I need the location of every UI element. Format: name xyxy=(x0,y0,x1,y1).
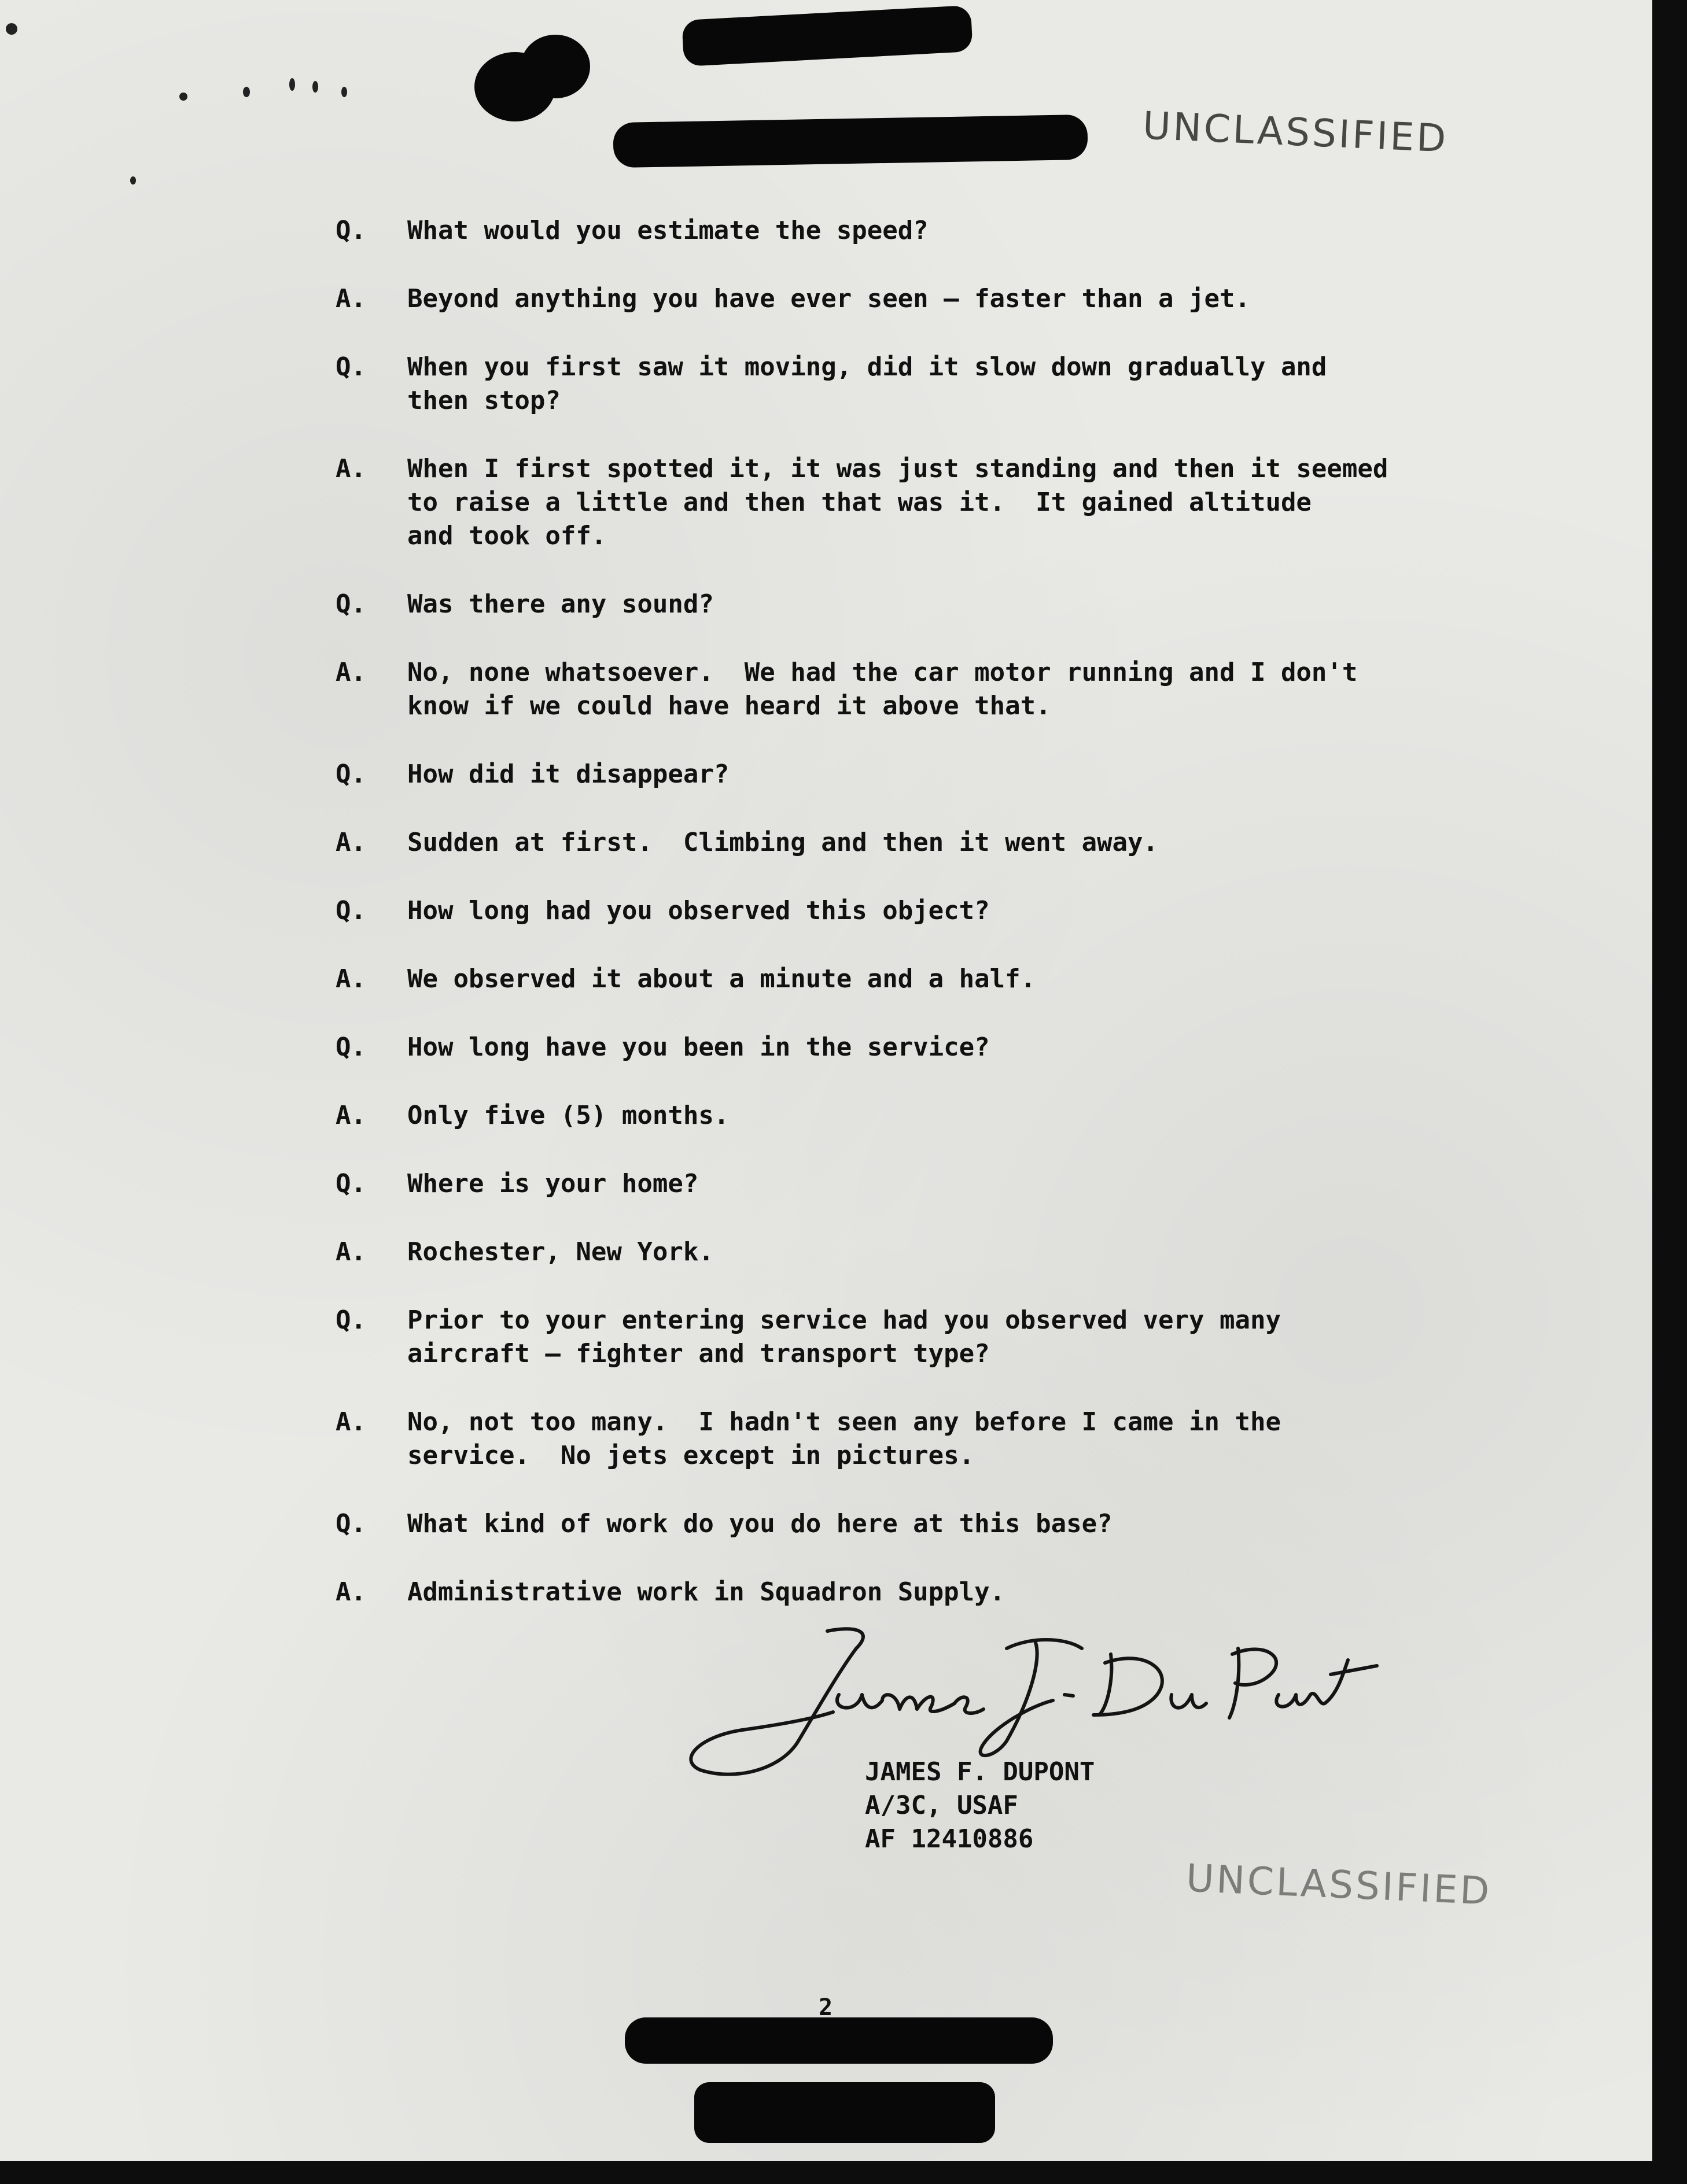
entry-text: Was there any sound? xyxy=(407,589,714,619)
speaker-label: Q. xyxy=(336,352,366,382)
speaker-label: Q. xyxy=(336,589,366,619)
entry-text: No, none whatsoever. We had the car motor running and I don't know if we could have heard it above that. xyxy=(407,658,1358,721)
redaction-bar xyxy=(613,115,1088,168)
speaker-label: A. xyxy=(336,658,366,687)
entry-text: When you first saw it moving, did it slow down gradually and then stop? xyxy=(407,352,1327,415)
speaker-label: Q. xyxy=(336,216,366,245)
entry-text: We observed it about a minute and a half. xyxy=(407,964,1036,994)
transcript-entry xyxy=(336,1235,1568,1269)
page-number: 2 xyxy=(819,1994,833,2021)
entry-text: No, not too many. I hadn't seen any before I came in the service. No jets except in pictures. xyxy=(407,1407,1281,1470)
transcript-entry xyxy=(336,758,1568,791)
speaker-label: A. xyxy=(336,454,366,484)
classification-stamp: UNCLASSIFIED xyxy=(1141,103,1449,161)
speaker-label: Q. xyxy=(336,1169,366,1198)
scan-speck xyxy=(341,87,347,97)
speaker-label: A. xyxy=(336,284,366,313)
entry-text: Where is your home? xyxy=(407,1169,699,1198)
transcript-entry xyxy=(336,1099,1568,1132)
speaker-label: A. xyxy=(336,1407,366,1437)
entry-text: How long had you observed this object? xyxy=(407,896,990,925)
transcript-entry xyxy=(336,1576,1568,1609)
transcript-entry xyxy=(336,826,1568,859)
classification-stamp: UNCLASSIFIED xyxy=(1185,1855,1493,1914)
transcript-entry xyxy=(336,1031,1568,1064)
transcript-entry xyxy=(336,282,1568,316)
signer-service-number: AF 12410886 xyxy=(865,1824,1034,1854)
transcript-entry xyxy=(336,656,1568,723)
entry-text: How long have you been in the service? xyxy=(407,1032,990,1062)
speaker-label: A. xyxy=(336,964,366,994)
entry-text: How did it disappear? xyxy=(407,759,730,789)
entry-text: Administrative work in Squadron Supply. xyxy=(407,1577,1005,1607)
transcript-entry xyxy=(336,1405,1568,1473)
scan-border-bottom xyxy=(0,2161,1687,2184)
entry-text: What would you estimate the speed? xyxy=(407,216,929,245)
signature-block xyxy=(865,1755,1095,1856)
entry-text: When I first spotted it, it was just standing and then it seemed to raise a little and then that was it. It gained altitude and took off. xyxy=(407,454,1388,551)
transcript-entry xyxy=(336,588,1568,621)
entry-text: Rochester, New York. xyxy=(407,1237,714,1267)
speaker-label: A. xyxy=(336,828,366,857)
redaction-bar xyxy=(625,2017,1053,2064)
redaction-bar xyxy=(682,5,973,67)
entry-text: Prior to your entering service had you observed very many aircraft — fighter and transport type? xyxy=(407,1305,1281,1368)
scan-border-right xyxy=(1652,0,1687,2184)
speaker-label: Q. xyxy=(336,1305,366,1335)
scan-speck xyxy=(179,93,187,101)
speaker-label: Q. xyxy=(336,1509,366,1539)
speaker-label: A. xyxy=(336,1577,366,1607)
scan-speck xyxy=(289,78,295,91)
scan-speck xyxy=(6,23,17,35)
transcript-entry xyxy=(336,351,1568,418)
entry-text: Sudden at first. Climbing and then it went away. xyxy=(407,828,1159,857)
speaker-label: A. xyxy=(336,1101,366,1130)
speaker-label: Q. xyxy=(336,1032,366,1062)
redaction-bar xyxy=(694,2082,995,2143)
transcript-entry xyxy=(336,452,1568,553)
transcript-entry xyxy=(336,1507,1568,1541)
scan-speck xyxy=(130,176,136,185)
scan-speck xyxy=(243,87,250,97)
interview-transcript xyxy=(336,214,1568,1644)
transcript-entry xyxy=(336,962,1568,996)
transcript-entry xyxy=(336,1167,1568,1201)
speaker-label: Q. xyxy=(336,896,366,925)
entry-text: Only five (5) months. xyxy=(407,1101,730,1130)
entry-text: Beyond anything you have ever seen — faster than a jet. xyxy=(407,284,1250,313)
signer-name: JAMES F. DUPONT xyxy=(865,1757,1095,1787)
signer-rank: A/3C, USAF xyxy=(865,1791,1018,1820)
speaker-label: A. xyxy=(336,1237,366,1267)
transcript-entry xyxy=(336,894,1568,928)
redaction-blob xyxy=(521,35,590,98)
scan-speck xyxy=(312,81,318,93)
transcript-entry xyxy=(336,214,1568,248)
entry-text: What kind of work do you do here at this base? xyxy=(407,1509,1113,1539)
speaker-label: Q. xyxy=(336,759,366,789)
transcript-entry xyxy=(336,1304,1568,1371)
